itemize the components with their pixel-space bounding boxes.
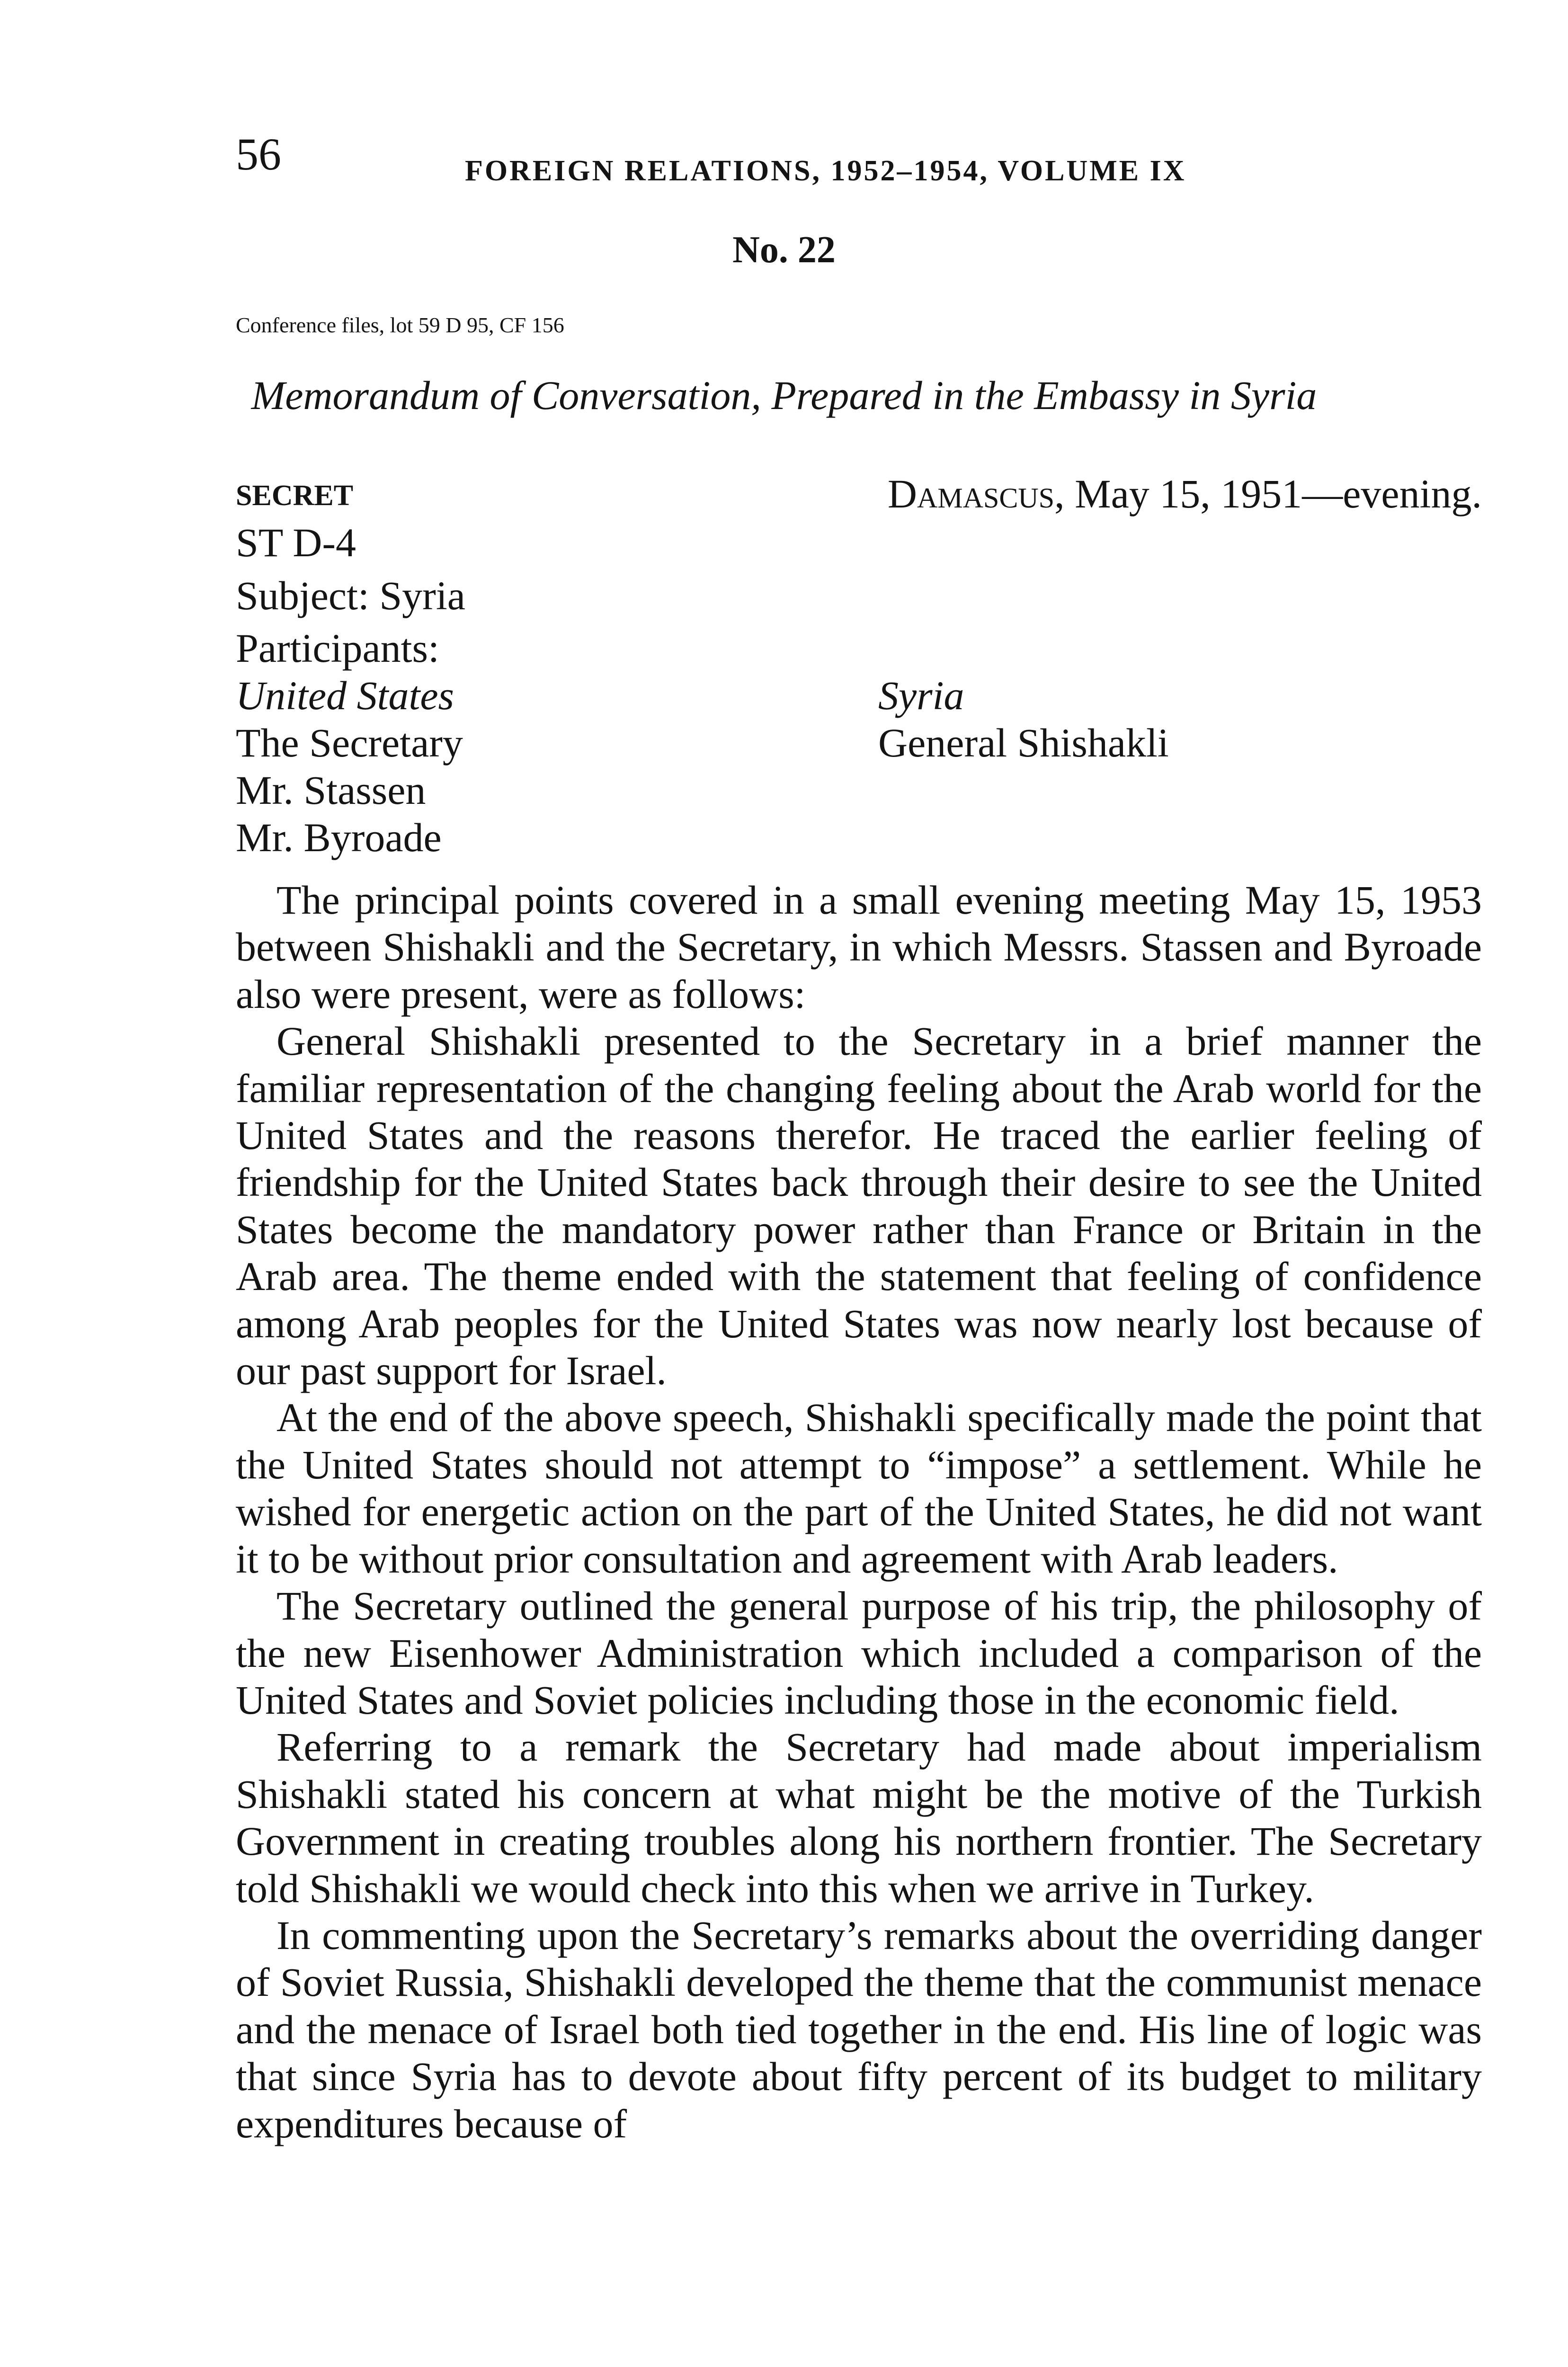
paragraph: Referring to a remark the Secretary had made about imperialism Shishakli stated his concern at what might be the motive of the Turkish Government in creating troubles along his northern frontier. The Secretary told Shishakli we would check into this when we arrive in Turkey. — [236, 1724, 1482, 1911]
reference-code: ST D-4 — [236, 520, 356, 565]
paragraph: General Shishakli presented to the Secretary in a brief manner the familiar representation of the changing feeling about the Arab world for the United States and the reasons therefor. He traced the earlier feeling of friendship for the United States back through their desire to see the United States become the mandatory power rather than France or Britain in the Arab area. The theme ended with the statement that feeling of confidence among Arab peoples for the United States was now nearly lost because of our past support for Israel. — [236, 1018, 1482, 1394]
document-title: Memorandum of Conversation, Prepared in the Embassy in Syria — [251, 373, 1317, 418]
running-head: FOREIGN RELATIONS, 1952–1954, VOLUME IX — [465, 155, 1186, 187]
paragraph: At the end of the above speech, Shishakli specifically made the point that the United States should not attempt to “impose” a settlement. While he wished for energetic action on the part of the United States, he did not want it to be without prior consultation and agreement with Arab leaders. — [236, 1395, 1482, 1582]
classification: SECRET — [236, 480, 354, 512]
memorandum-body — [236, 877, 1482, 2147]
paragraph: The principal points covered in a small evening meeting May 15, 1953 between Shishakli and the Secretary, in which Messrs. Stassen and Byroade also were present, were as follows: — [236, 877, 1482, 1017]
page-number: 56 — [236, 129, 281, 179]
place-date — [888, 473, 1482, 514]
us-participants-heading: United States — [236, 673, 454, 718]
us-participant: Mr. Byroade — [236, 815, 442, 860]
subject-line: Subject: Syria — [236, 573, 465, 618]
date: May 15, 1951—evening. — [1064, 471, 1482, 516]
source-note: Conference files, lot 59 D 95, CF 156 — [236, 313, 564, 337]
syria-participant: General Shishakli — [878, 720, 1169, 765]
paragraph: In commenting upon the Secretary’s remarks about the overriding danger of Soviet Russia, Shishakli developed the theme that the communist menace and the menace of Israel both tied together in the end. His line of logic was that since Syria has to devote about fifty percent of its budget to military expenditures because of — [236, 1912, 1482, 2146]
us-participant: The Secretary — [236, 720, 463, 765]
document-number: No. 22 — [732, 229, 836, 271]
participants-label: Participants: — [236, 625, 439, 671]
place: Damascus, — [887, 471, 1065, 516]
paragraph: The Secretary outlined the general purpose of his trip, the philosophy of the new Eisenhower Administration which included a comparison of the United States and Soviet policies including those in the economic field. — [236, 1583, 1482, 1723]
syria-participants-heading: Syria — [878, 673, 964, 718]
us-participant: Mr. Stassen — [236, 767, 426, 813]
